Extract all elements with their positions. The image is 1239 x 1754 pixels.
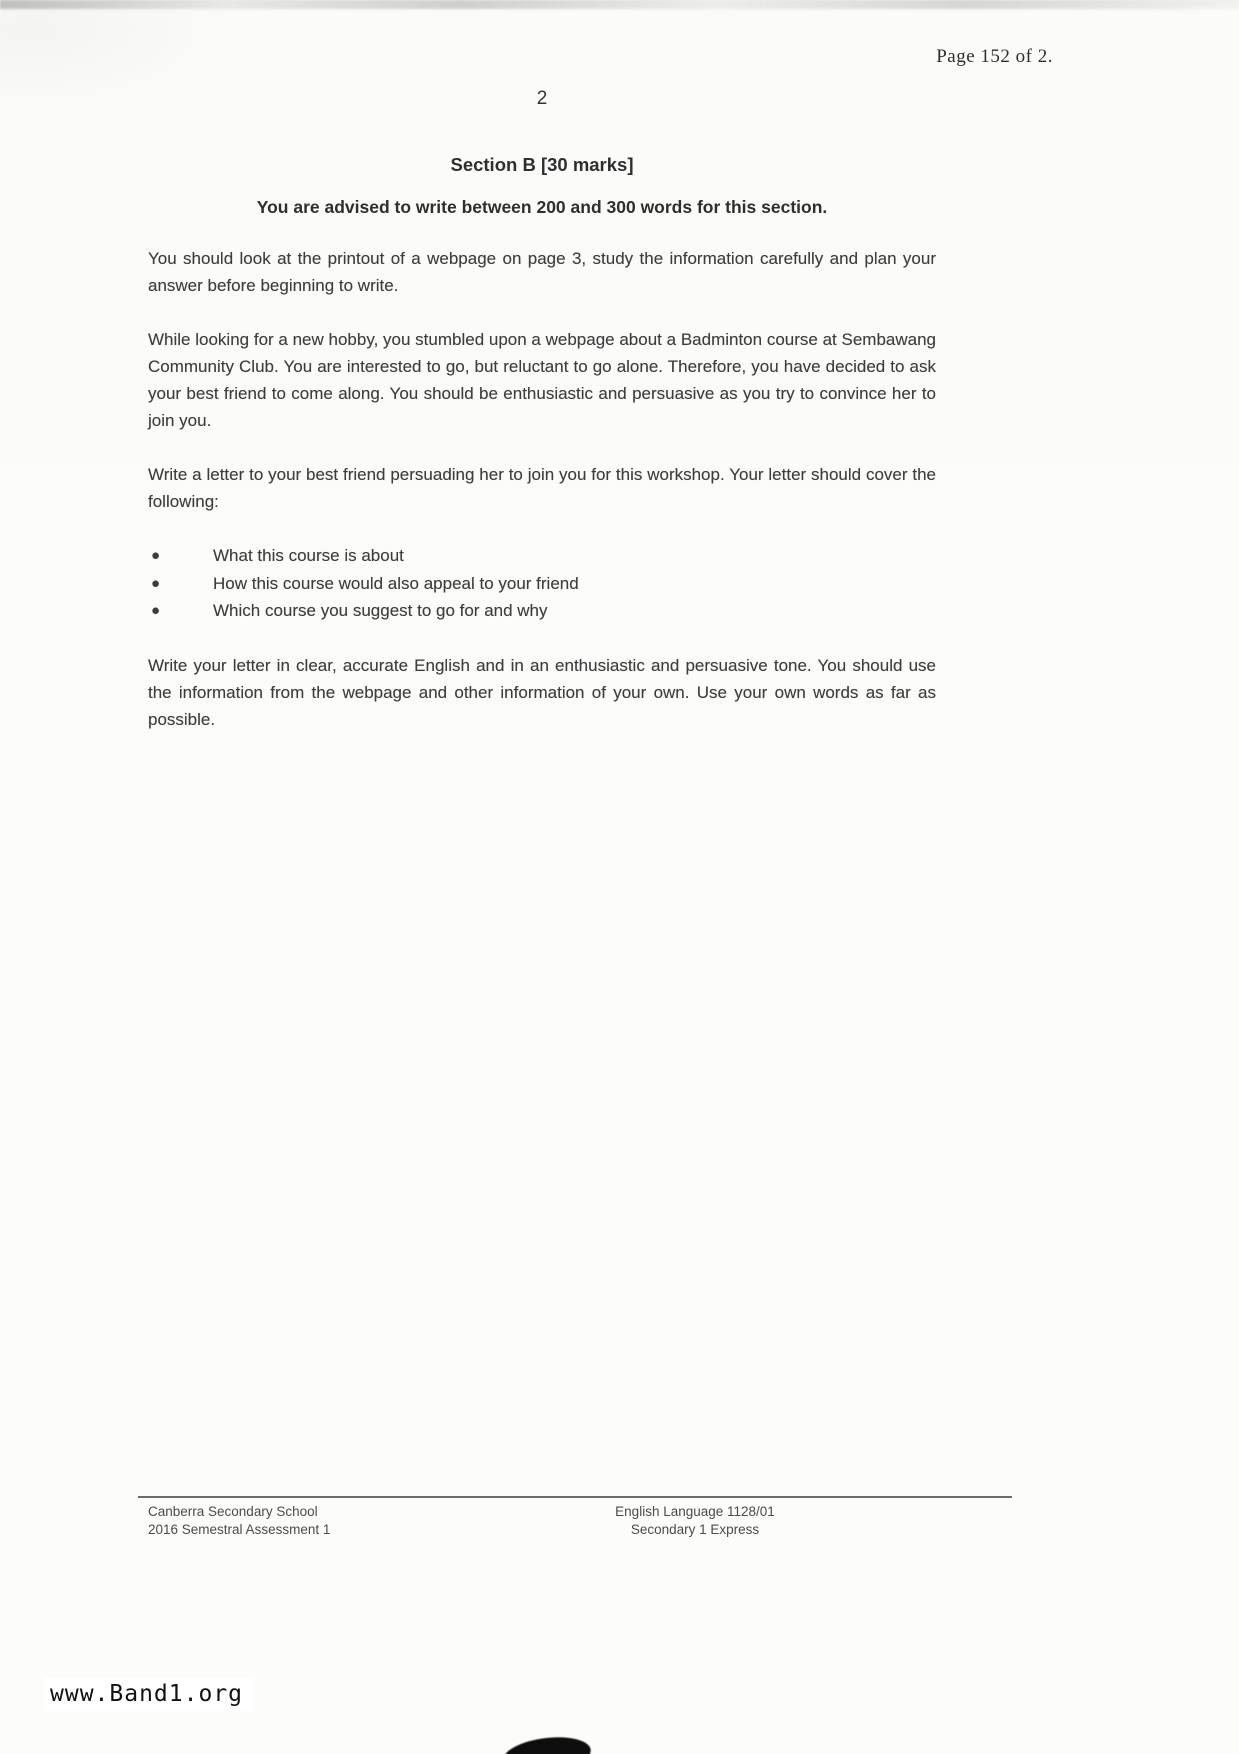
footer-subject-block xyxy=(550,1503,840,1539)
paragraph-instructions: Write your letter in clear, accurate English and in an enthusiastic and persuasive tone. You should use the information from the webpage and other information of your own. Use your own words as far as possible. xyxy=(148,655,936,729)
page-header: Page 152 of 2. xyxy=(936,46,1053,67)
bullet-list xyxy=(148,542,936,625)
footer-assessment: 2016 Semestral Assessment 1 xyxy=(148,1522,331,1537)
page-number: 2 xyxy=(536,88,548,109)
bullet-item-text: Which course you suggest to go for and why xyxy=(213,601,548,620)
scan-artifact-top-band xyxy=(0,0,1239,9)
bullet-icon: ● xyxy=(151,547,161,564)
advisory-note: You are advised to write between 200 and 300 words for this section. xyxy=(256,197,828,217)
footer-school: Canberra Secondary School xyxy=(148,1504,318,1519)
watermark: www.Band1.org xyxy=(44,1678,253,1711)
footer-subject: English Language 1128/01 xyxy=(615,1504,775,1519)
scan-artifact-blob xyxy=(501,1733,592,1754)
bullet-item xyxy=(148,542,936,570)
paragraph-scenario: While looking for a new hobby, you stumbled upon a webpage about a Badminton course at Sembawang Community Club. You are interested to go, but reluctant to go alone. Therefore, you have decided to ask your best friend to come along. You should be enthusiastic and persuasive as you try to convince her to join you. xyxy=(148,330,936,430)
bullet-icon: ● xyxy=(151,574,161,592)
section-heading: Section B [30 marks] xyxy=(450,154,634,175)
paragraph-intro: You should look at the printout of a webpage on page 3, study the information carefully and plan your answer before beginning to write. xyxy=(148,249,936,295)
page-content xyxy=(148,88,936,750)
page-footer xyxy=(138,1496,1012,1539)
bullet-icon: ● xyxy=(151,602,161,619)
bullet-item xyxy=(148,570,936,598)
bullet-item-text: How this course would also appeal to your friend xyxy=(213,573,579,593)
footer-school-block xyxy=(138,1503,458,1539)
bullet-item-text: What this course is about xyxy=(213,546,404,565)
bullet-item xyxy=(148,597,936,625)
paragraph-task: Write a letter to your best friend persuading her to join you for this workshop. Your letter should cover the following: xyxy=(148,465,936,511)
footer-level: Secondary 1 Express xyxy=(630,1522,760,1537)
